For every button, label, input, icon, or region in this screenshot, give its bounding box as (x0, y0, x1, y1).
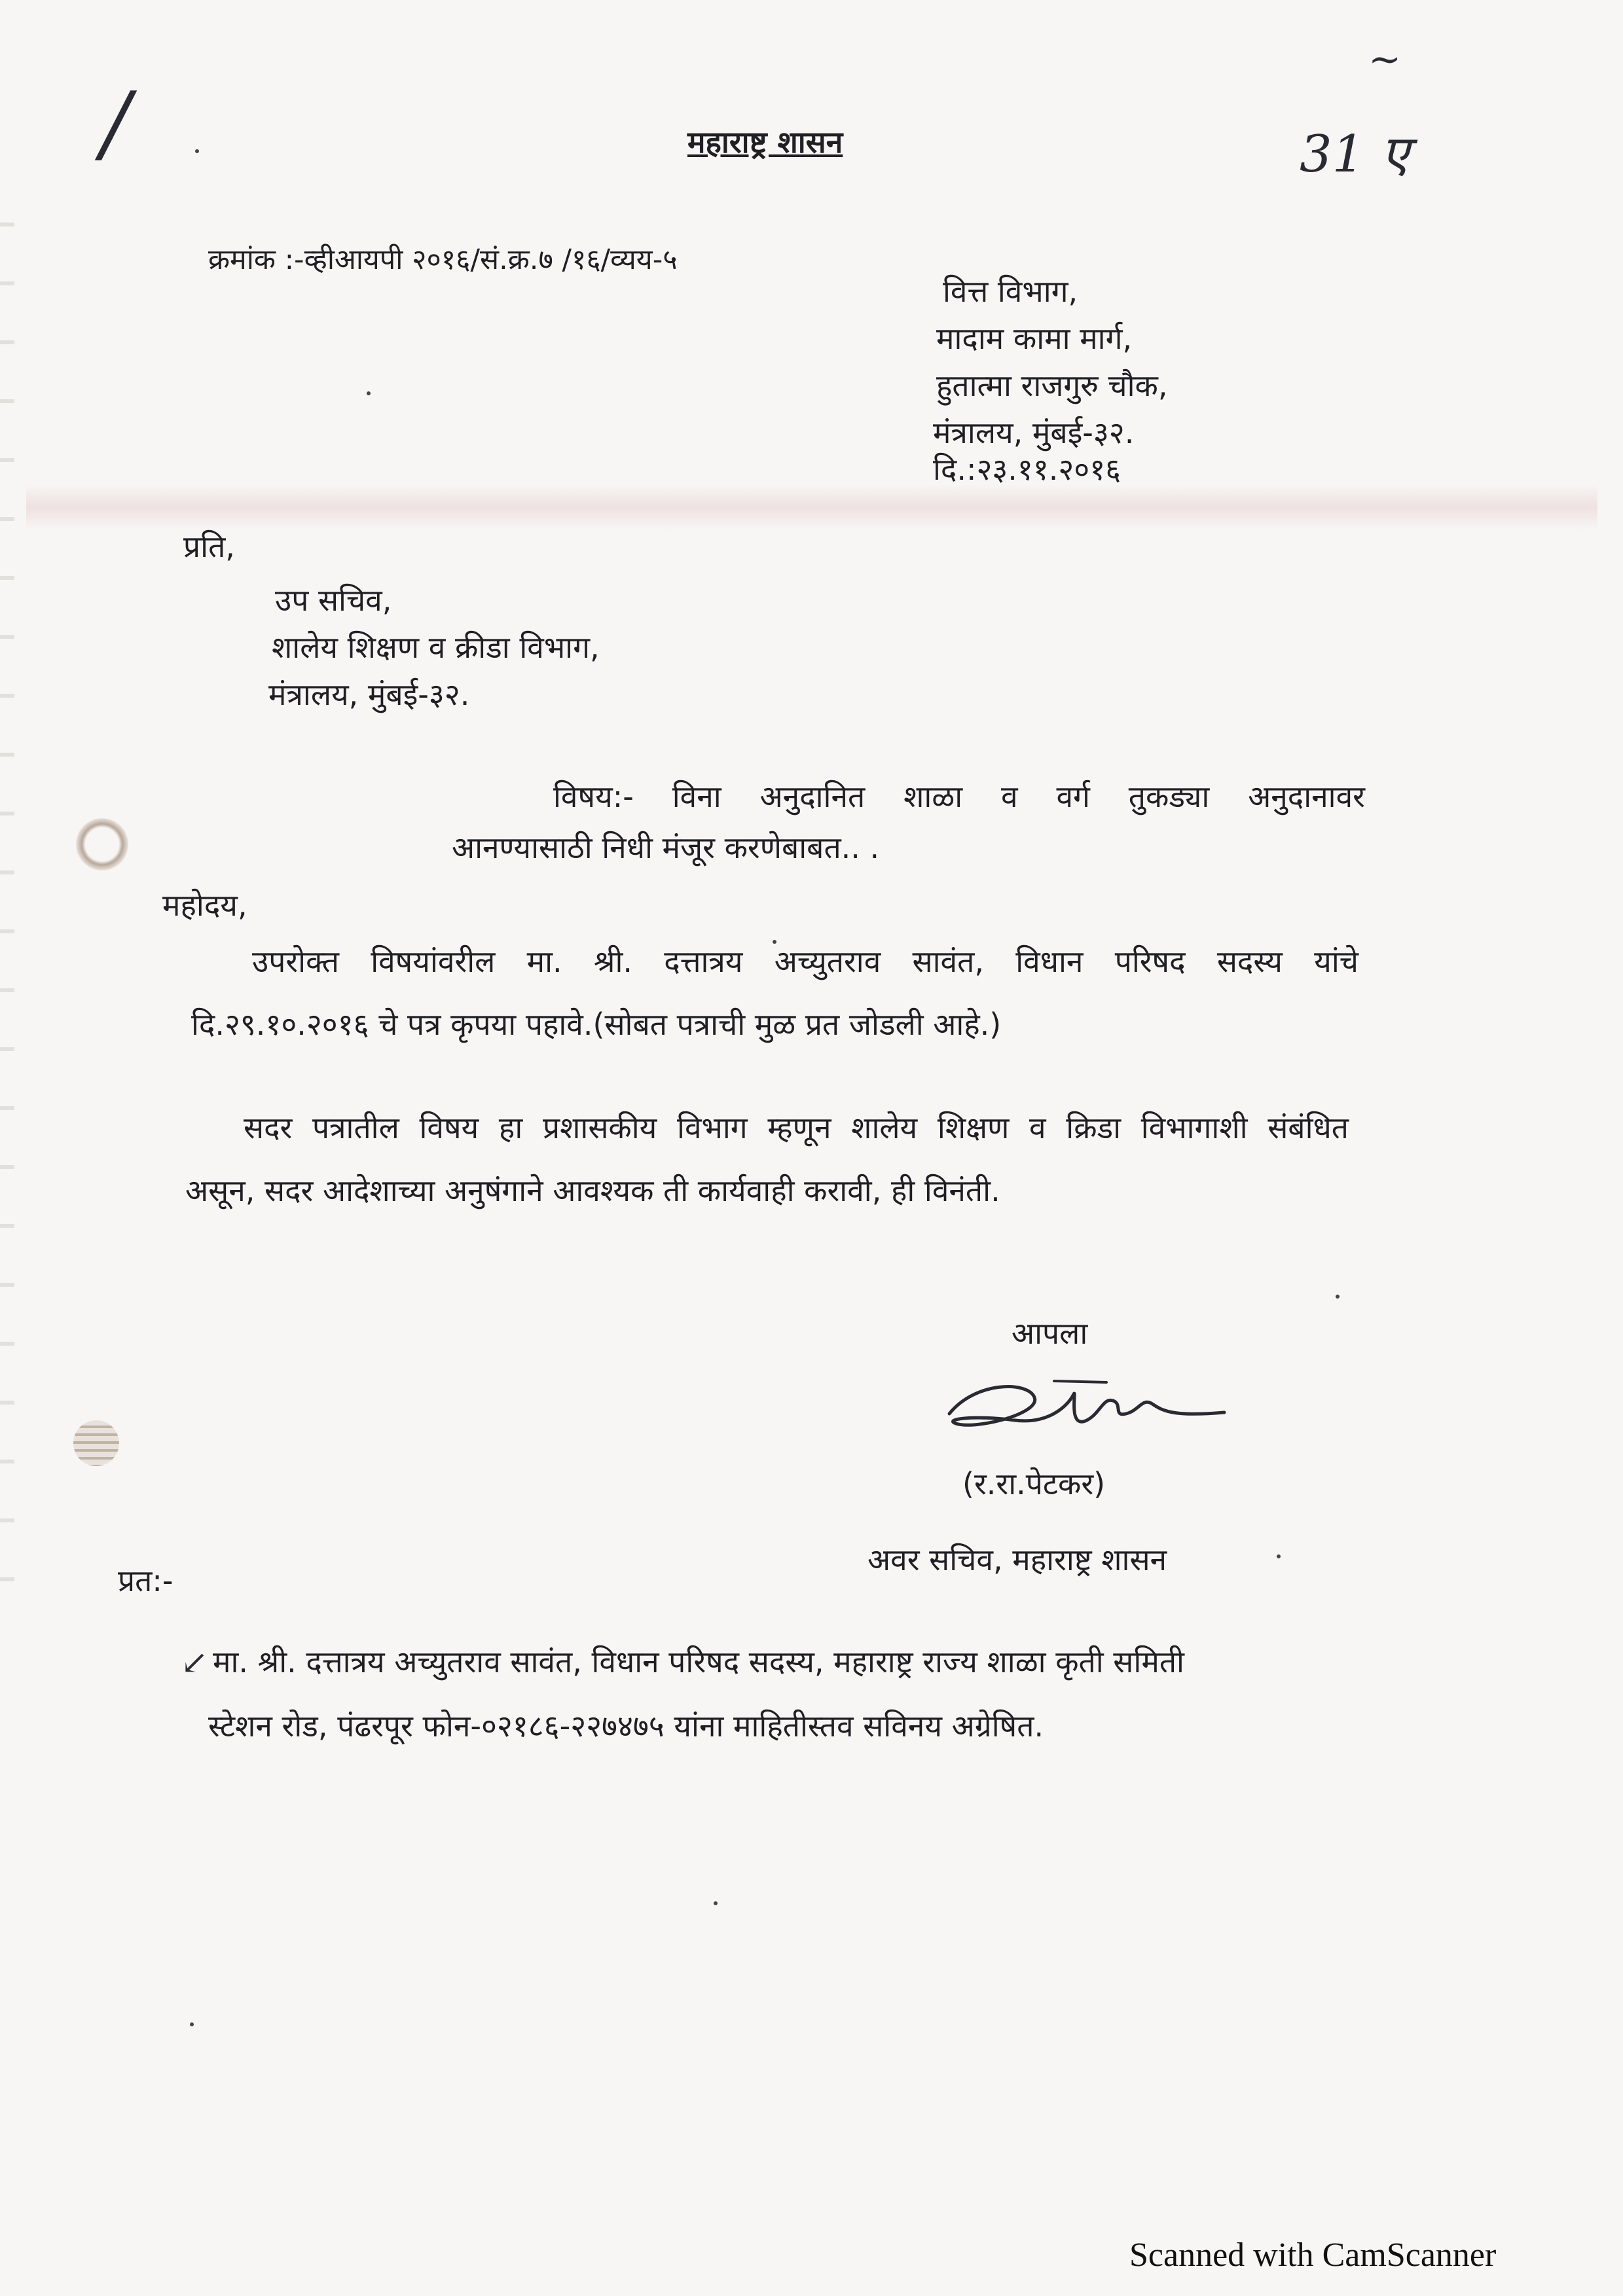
body-paragraph-line: असून, सदर आदेशाच्या अनुषंगाने आवश्यक ती कार्यवाही करावी, ही विनंती. (185, 1173, 1000, 1208)
signatory-designation: अवर सचिव, महाराष्ट्र शासन (867, 1542, 1167, 1577)
copy-line: मा. श्री. दत्तात्रय अच्युतराव सावंत, विधान परिषद सदस्य, महाराष्ट्र राज्य शाळा कृती समिती (213, 1644, 1184, 1679)
speck (367, 391, 371, 395)
speck (714, 1901, 718, 1905)
speck (195, 149, 199, 153)
header-title: महाराष्ट्र शासन (687, 124, 843, 160)
body-paragraph-line: दि.२९.१०.२०१६ चे पत्र कृपया पहावे.(सोबत पत्राची मुळ प्रत जोडली आहे.) (191, 1007, 1002, 1042)
fold-shadow-band (26, 484, 1597, 530)
arrow-mark-icon: ↙ (181, 1643, 208, 1681)
punch-hole-icon (73, 1420, 119, 1466)
sender-address-line: मादाम कामा मार्ग, (936, 321, 1133, 356)
subject-line: आनण्यासाठी निधी मंजूर करणेबाबत.. . (452, 830, 880, 865)
signatory-name: (र.रा.पेटकर) (962, 1466, 1106, 1501)
punch-hole-icon (76, 818, 128, 870)
binder-edge-marks (0, 196, 14, 1636)
body-paragraph-line: उपरोक्त विषयांवरील मा. श्री. दत्तात्रय अच्युतराव सावंत, विधान परिषद सदस्य यांचे (252, 944, 1359, 979)
copy-label: प्रत:- (118, 1563, 173, 1598)
corner-mark-right: ~ (1368, 37, 1402, 82)
sender-address-line: मंत्रालय, मुंबई-३२. (933, 415, 1135, 450)
copy-line: स्टेशन रोड, पंढरपूर फोन-०२१८६-२२७४७५ यांना माहितीस्तव सविनय अग्रेषित. (208, 1708, 1044, 1744)
recipient-line: मंत्रालय, मुंबई-३२. (268, 677, 470, 712)
handwritten-signature (936, 1368, 1237, 1453)
recipient-line: शालेय शिक्षण व क्रीडा विभाग, (272, 630, 600, 665)
page-mark: 31 ए (1300, 125, 1410, 184)
body-paragraph-line: सदर पत्रातील विषय हा प्रशासकीय विभाग म्हणून शालेय शिक्षण व क्रिडा विभागाशी संबंधित (244, 1110, 1349, 1145)
speck (1336, 1295, 1340, 1299)
sender-address-line: वित्त विभाग, (943, 274, 1078, 309)
closing: आपला (1012, 1316, 1088, 1351)
sender-address-line: हुतात्मा राजगुरु चौक, (936, 368, 1168, 403)
scanner-watermark: Scanned with CamScanner (1129, 2236, 1497, 2274)
subject-line: विषय:- विना अनुदानित शाळा व वर्ग तुकड्या अनुदानावर (553, 779, 1365, 814)
speck (190, 2022, 194, 2026)
speck (1277, 1554, 1281, 1558)
letter-date: दि.:२३.११.२०१६ (933, 452, 1122, 487)
to-label: प्रति, (183, 529, 235, 564)
reference-number: क्रमांक :-व्हीआयपी २०१६/सं.क्र.७ /१६/व्यय-५ (208, 243, 678, 276)
salutation: महोदय, (162, 888, 247, 923)
corner-mark-left: / (101, 73, 130, 173)
recipient-line: उप सचिव, (275, 583, 392, 618)
